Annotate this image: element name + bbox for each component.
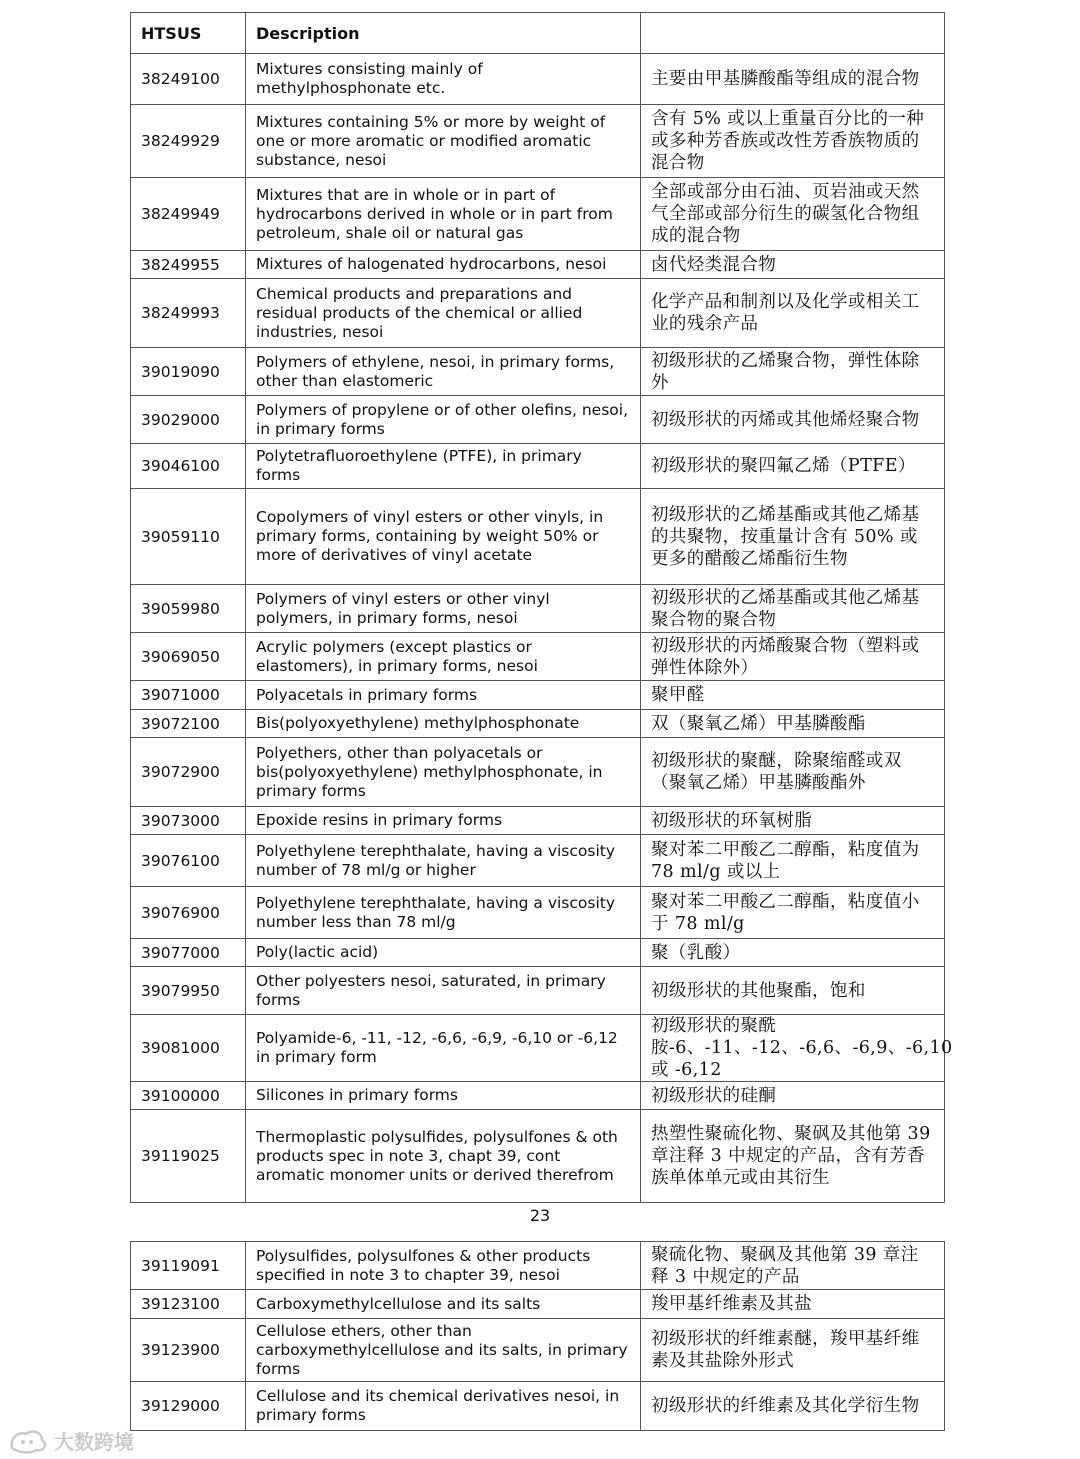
tariff-table-page-23 <box>130 12 953 1203</box>
tariff-table-page-24 <box>130 1241 945 1431</box>
description-cell: Polymers of propylene or of other olefins, nesoi, in primary forms <box>246 396 641 444</box>
description-cell: Polyethers, other than polyacetals or bis(polyoxyethylene) methylphosphonate, in primary forms <box>246 738 641 807</box>
htsus-code-cell: 39079950 <box>131 967 246 1015</box>
description-cell: Cellulose ethers, other than carboxymethylcellulose and its salts, in primary forms <box>246 1319 641 1382</box>
htsus-code-cell: 39123100 <box>131 1290 246 1319</box>
table-row <box>131 967 945 1015</box>
table-row <box>131 835 945 887</box>
htsus-code-cell: 39076100 <box>131 835 246 887</box>
chinese-description-cell: 含有 5% 或以上重量百分比的一种或多种芳香族或改性芳香族物质的混合物 <box>641 105 945 178</box>
chinese-description-cell: 初级形状的乙烯基酯或其他乙烯基的共聚物，按重量计含有 50% 或更多的醋酸乙烯酯衍生物 <box>641 489 945 585</box>
htsus-code-cell: 39072900 <box>131 738 246 807</box>
chinese-description-cell: 初级形状的其他聚酯，饱和 <box>641 967 945 1015</box>
chinese-description-cell: 热塑性聚硫化物、聚砜及其他第 39 章注释 3 中规定的产品，含有芳香族单体单元或由其衍生 <box>641 1110 945 1203</box>
htsus-code-cell: 39071000 <box>131 681 246 710</box>
table-row <box>131 887 945 939</box>
chinese-description-cell: 初级形状的纤维素及其化学衍生物 <box>641 1382 945 1431</box>
table-row <box>131 178 945 251</box>
htsus-code-cell: 39129000 <box>131 1382 246 1431</box>
table-row <box>131 396 945 444</box>
htsus-code-cell: 39123900 <box>131 1319 246 1382</box>
description-cell: Cellulose and its chemical derivatives nesoi, in primary forms <box>246 1382 641 1431</box>
description-cell: Polyethylene terephthalate, having a viscosity number less than 78 ml/g <box>246 887 641 939</box>
htsus-code-cell: 38249929 <box>131 105 246 178</box>
htsus-code-cell: 38249993 <box>131 279 246 348</box>
table-row <box>131 348 945 396</box>
description-cell: Carboxymethylcellulose and its salts <box>246 1290 641 1319</box>
htsus-code-cell: 38249955 <box>131 251 246 279</box>
table-row <box>131 444 945 489</box>
header-description: Description <box>246 13 641 54</box>
header-chinese <box>641 13 945 54</box>
chinese-description-cell: 全部或部分由石油、页岩油或天然气全部或部分衍生的碳氢化合物组成的混合物 <box>641 178 945 251</box>
table-row <box>131 681 945 710</box>
table-row <box>131 105 945 178</box>
table-row <box>131 251 945 279</box>
description-cell: Acrylic polymers (except plastics or elastomers), in primary forms, nesoi <box>246 633 641 681</box>
description-cell: Polyamide-6, -11, -12, -6,6, -6,9, -6,10 or -6,12 in primary form <box>246 1015 641 1082</box>
htsus-code-cell: 39119025 <box>131 1110 246 1203</box>
chinese-description-cell: 初级形状的聚醚，除聚缩醛或双（聚氧乙烯）甲基膦酸酯外 <box>641 738 945 807</box>
htsus-code-cell: 39077000 <box>131 939 246 967</box>
description-cell: Bis(polyoxyethylene) methylphosphonate <box>246 710 641 738</box>
table-row <box>131 489 945 585</box>
chinese-description-cell: 卤代烃类混合物 <box>641 251 945 279</box>
description-cell: Mixtures of halogenated hydrocarbons, nesoi <box>246 251 641 279</box>
table-row <box>131 633 945 681</box>
description-cell: Polysulfides, polysulfones & other products specified in note 3 to chapter 39, nesoi <box>246 1242 641 1290</box>
chinese-description-cell: 聚对苯二甲酸乙二醇酯，粘度值为 78 ml/g 或以上 <box>641 835 945 887</box>
description-cell: Polymers of ethylene, nesoi, in primary forms, other than elastomeric <box>246 348 641 396</box>
chinese-description-cell: 聚硫化物、聚砜及其他第 39 章注释 3 中规定的产品 <box>641 1242 945 1290</box>
description-cell: Poly(lactic acid) <box>246 939 641 967</box>
table-row <box>131 1015 945 1082</box>
watermark <box>8 1426 134 1455</box>
htsus-code-cell: 39019090 <box>131 348 246 396</box>
table-row <box>131 1319 945 1382</box>
table-row <box>131 710 945 738</box>
chinese-description-cell: 主要由甲基膦酸酯等组成的混合物 <box>641 54 945 105</box>
table-row <box>131 807 945 835</box>
description-cell: Mixtures consisting mainly of methylphosphonate etc. <box>246 54 641 105</box>
page-number: 23 <box>529 1206 551 1225</box>
htsus-code-cell: 39119091 <box>131 1242 246 1290</box>
htsus-code-cell: 39100000 <box>131 1082 246 1110</box>
htsus-code-cell: 38249949 <box>131 178 246 251</box>
description-cell: Silicones in primary forms <box>246 1082 641 1110</box>
description-cell: Epoxide resins in primary forms <box>246 807 641 835</box>
description-cell: Mixtures that are in whole or in part of hydrocarbons derived in whole or in part from petroleum, shale oil or natural gas <box>246 178 641 251</box>
description-cell: Polyacetals in primary forms <box>246 681 641 710</box>
htsus-code-cell: 39029000 <box>131 396 246 444</box>
chinese-description-cell: 初级形状的丙烯酸聚合物（塑料或弹性体除外） <box>641 633 945 681</box>
chinese-description-cell: 羧甲基纤维素及其盐 <box>641 1290 945 1319</box>
chinese-description-cell: 初级形状的聚四氟乙烯（PTFE） <box>641 444 945 489</box>
header-htsus: HTSUS <box>131 13 246 54</box>
description-cell: Polyethylene terephthalate, having a viscosity number of 78 ml/g or higher <box>246 835 641 887</box>
watermark-text: 大数跨境 <box>54 1430 134 1454</box>
chinese-description-cell: 初级形状的丙烯或其他烯烃聚合物 <box>641 396 945 444</box>
description-cell: Polytetrafluoroethylene (PTFE), in primary forms <box>246 444 641 489</box>
chinese-description-cell: 初级形状的乙烯基酯或其他乙烯基聚合物的聚合物 <box>641 585 945 633</box>
chinese-description-cell: 聚对苯二甲酸乙二醇酯，粘度值小于 78 ml/g <box>641 887 945 939</box>
chinese-description-cell: 初级形状的硅酮 <box>641 1082 945 1110</box>
htsus-code-cell: 39076900 <box>131 887 246 939</box>
table-row <box>131 1242 945 1290</box>
description-cell: Copolymers of vinyl esters or other vinyls, in primary forms, containing by weight 50% or more of derivatives of vinyl acetate <box>246 489 641 585</box>
table-row <box>131 54 945 105</box>
table-row <box>131 585 945 633</box>
htsus-code-cell: 39072100 <box>131 710 246 738</box>
htsus-code-cell: 38249100 <box>131 54 246 105</box>
table-row <box>131 1082 945 1110</box>
description-cell: Polymers of vinyl esters or other vinyl polymers, in primary forms, nesoi <box>246 585 641 633</box>
chinese-description-cell: 初级形状的纤维素醚，羧甲基纤维素及其盐除外形式 <box>641 1319 945 1382</box>
chinese-description-cell: 初级形状的乙烯聚合物，弹性体除外 <box>641 348 945 396</box>
htsus-code-cell: 39059980 <box>131 585 246 633</box>
htsus-code-cell: 39069050 <box>131 633 246 681</box>
chinese-description-cell: 聚（乳酸） <box>641 939 945 967</box>
description-cell: Chemical products and preparations and residual products of the chemical or allied industries, nesoi <box>246 279 641 348</box>
table-header-row <box>131 13 945 54</box>
chinese-description-cell: 初级形状的聚酰胺-6、-11、-12、-6,6、-6,9、-6,10 或 -6,12 <box>641 1015 945 1082</box>
description-cell: Thermoplastic polysulfides, polysulfones & oth products spec in note 3, chapt 39, cont aromatic monomer units or derived therefrom <box>246 1110 641 1203</box>
description-cell: Mixtures containing 5% or more by weight of one or more aromatic or modified aromatic substance, nesoi <box>246 105 641 178</box>
table-row <box>131 1290 945 1319</box>
chinese-description-cell: 聚甲醛 <box>641 681 945 710</box>
table-row <box>131 1382 945 1431</box>
chinese-description-cell: 化学产品和制剂以及化学或相关工业的残余产品 <box>641 279 945 348</box>
htsus-code-cell: 39073000 <box>131 807 246 835</box>
htsus-code-cell: 39081000 <box>131 1015 246 1082</box>
chinese-description-cell: 初级形状的环氧树脂 <box>641 807 945 835</box>
htsus-code-cell: 39046100 <box>131 444 246 489</box>
description-cell: Other polyesters nesoi, saturated, in primary forms <box>246 967 641 1015</box>
table-row <box>131 738 945 807</box>
htsus-code-cell: 39059110 <box>131 489 246 585</box>
chinese-description-cell: 双（聚氧乙烯）甲基膦酸酯 <box>641 710 945 738</box>
table-row <box>131 279 945 348</box>
table-row <box>131 939 945 967</box>
watermark-logo-icon <box>8 1428 48 1454</box>
table-row <box>131 1110 945 1203</box>
